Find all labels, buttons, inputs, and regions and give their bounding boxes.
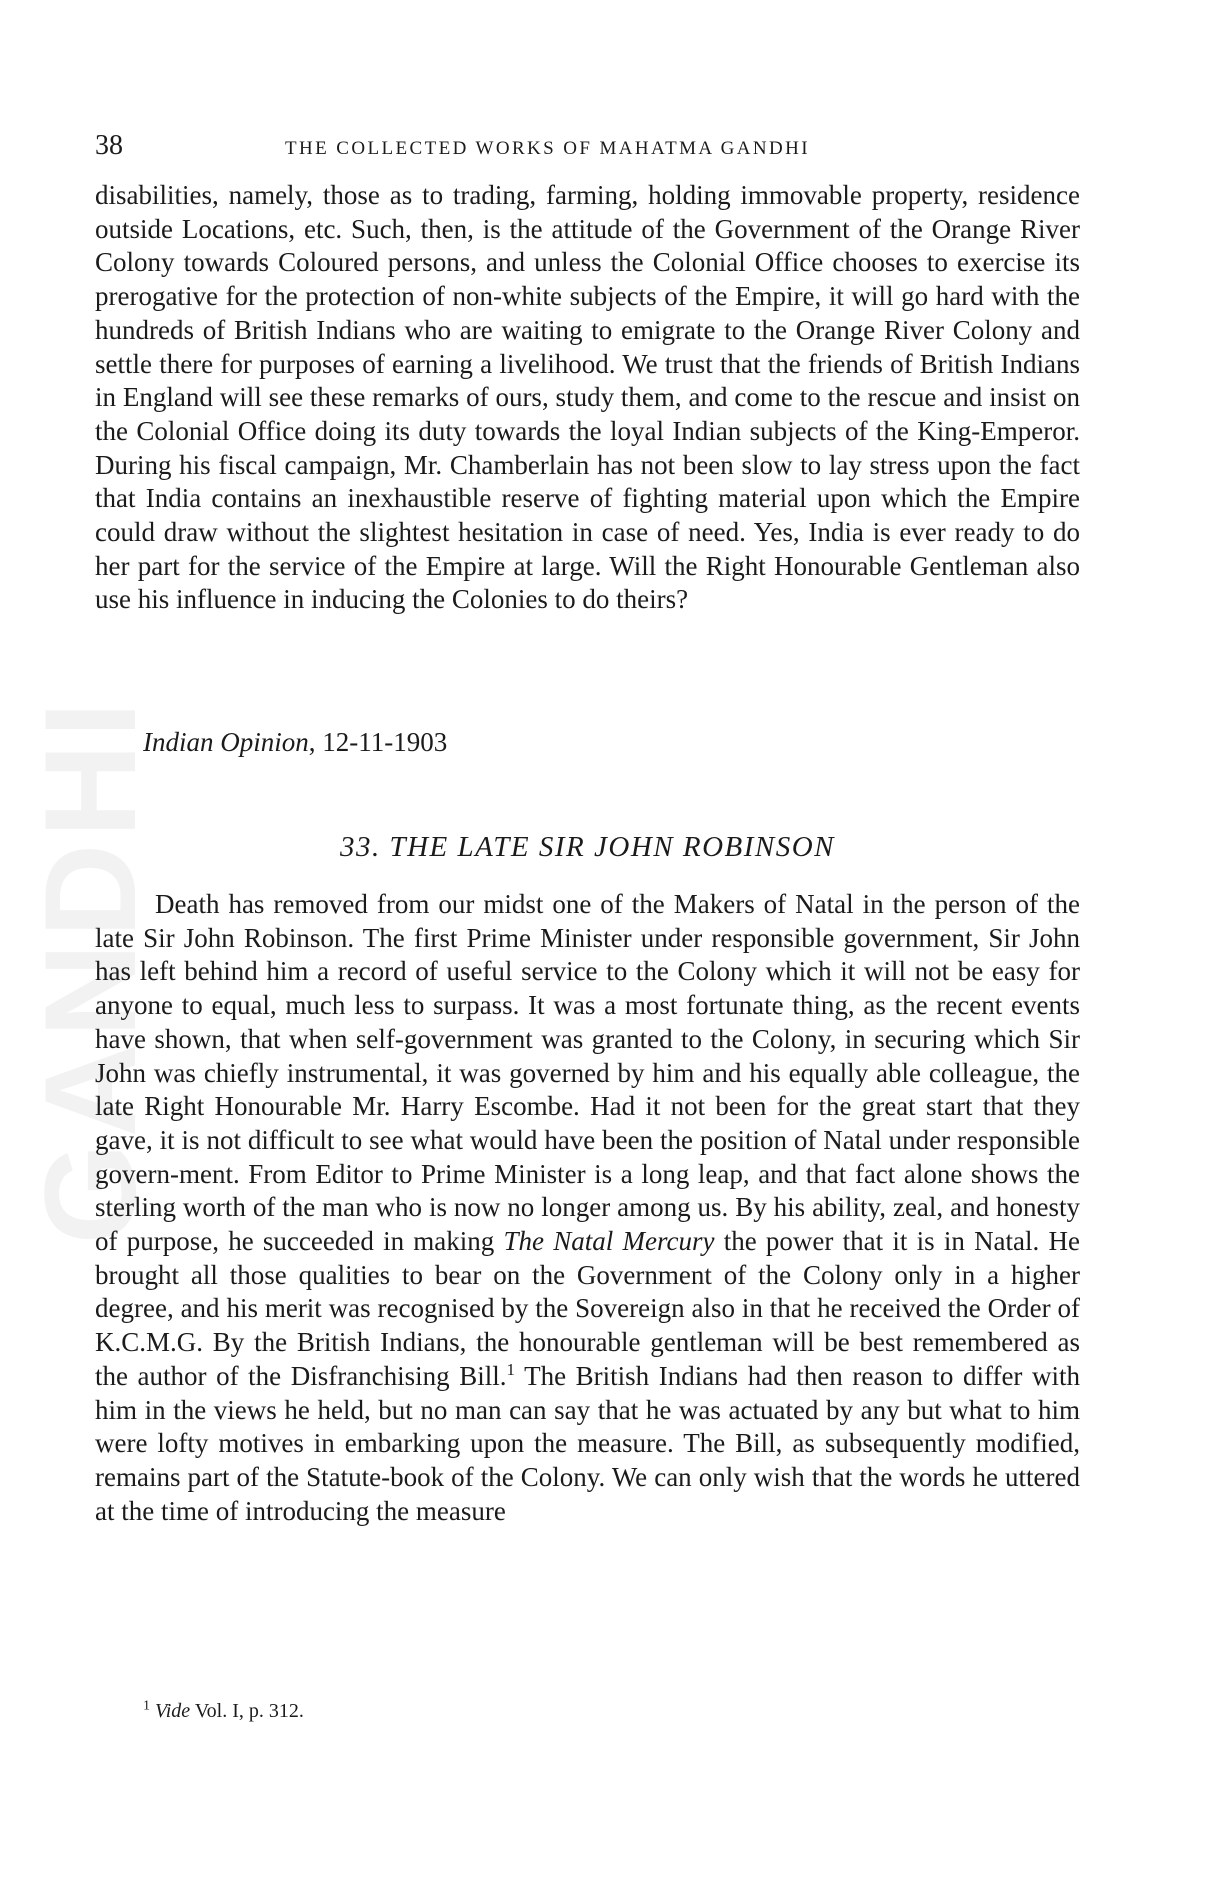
article-text-part1: Death has removed from our midst one of the Makers of Natal in the person of the late Sir John Robinson. The first Prime Minister under responsible government, Sir John has left behind him a record of useful service to the Colony which it will not be easy for anyone to equal, much less to surpass. It was a most fortunate thing, as the recent events have shown, that when self-government was granted to the Colony, in securing which Sir John was chiefly instrumental, it was governed by him and his equally able colleague, the late Right Honourable Mr. Harry Escombe. Had it not been for the great start that they gave, it is not difficult to see what would have been the position of Natal under responsible govern-ment. From Editor to Prime Minister is a long leap, and that fact alone shows the sterling worth of the man who is now no longer among us. By his ability, zeal, and honesty of purpose, he succeeded in making <box>95 889 1080 1257</box>
newspaper-title: The Natal Mercury <box>503 1226 715 1257</box>
running-head <box>95 130 1080 170</box>
paragraph-text: disabilities, namely, those as to trading, farming, holding immovable property, residence outside Locations, etc. Such, then, is the attitude of the Government of the Orange River Colony towards Coloured persons, and unless the Colonial Office chooses to exercise its prerogative for the protection of non-white subjects of the Empire, it will go hard with the hundreds of British Indians who are waiting to emigrate to the Orange River Colony and settle there for purposes of earning a livelihood. We trust that the friends of British Indians in England will see these remarks of ours, study them, and come to the rescue and insist on the Colonial Office doing its duty towards the loyal Indian subjects of the King-Emperor. During his fiscal campaign, Mr. Chamberlain has not been slow to lay stress upon the fact that India contains an inexhaustible reserve of fighting material upon which the Empire could draw without the slightest hesitation in case of need. Yes, India is ever ready to do her part for the service of the Empire at large. Will the Right Honourable Gentleman also use his influence in inducing the Colonies to do theirs? <box>95 180 1080 615</box>
article-paragraph <box>95 888 1080 1528</box>
article-text-part2: the power that it is in Natal. He brought all those qualities to bear on the Government of the Colony only in a higher degree, and his merit was recognised by the Sovereign also in that he received the Order of K.C.M.G. By the British Indians, the honourable gentleman will be best remembered as the author of the Disfranchising Bill. <box>95 1226 1080 1391</box>
watermark-text: GANDHI <box>17 695 163 1245</box>
source-citation <box>143 727 447 758</box>
footnote <box>143 1700 304 1723</box>
article-body <box>95 888 1080 1528</box>
running-title: THE COLLECTED WORKS OF MAHATMA GANDHI <box>285 138 810 159</box>
page-number: 38 <box>95 130 123 161</box>
footnote-vide: Vide <box>155 1700 191 1722</box>
article-heading: 33. THE LATE SIR JOHN ROBINSON <box>339 831 836 863</box>
footnote-marker: 1 <box>143 1698 150 1714</box>
article-text-part3: The British Indians had then reason to differ with him in the views he held, but no man can say that he was actuated by any but what to him were lofty motives in embarking upon the measure. The Bill, as subsequently modified, remains part of the Statute-book of the Colony. We can only wish that the words he uttered at the time of introducing the measure <box>95 1360 1080 1526</box>
footnote-reference-text: Vol. I, p. 312. <box>194 1700 304 1722</box>
source-date: , 12-11-1903 <box>308 727 448 757</box>
footnote-reference: 1 <box>506 1359 515 1379</box>
source-publication: Indian Opinion <box>143 727 309 757</box>
continued-article-paragraph <box>95 179 1080 617</box>
